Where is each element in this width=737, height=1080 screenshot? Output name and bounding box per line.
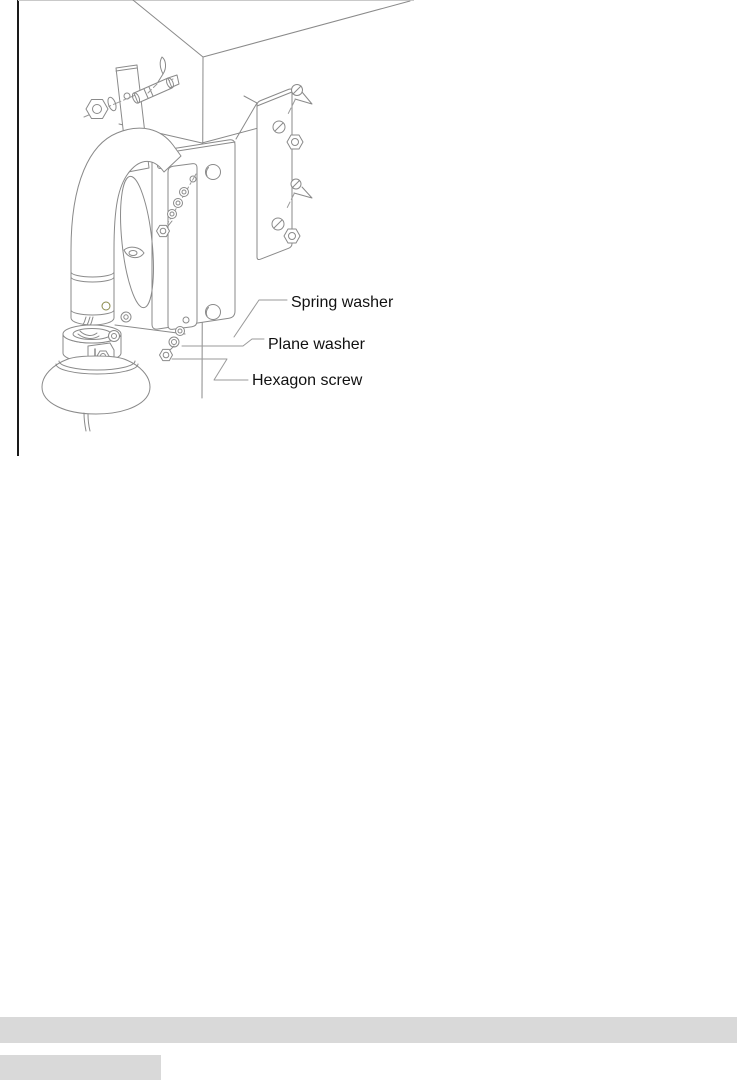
leader-plane-washer [182,339,264,346]
bell-dome [42,356,150,431]
callout-hexagon-screw: Hexagon screw [252,372,363,389]
callout-plane-washer: Plane washer [268,336,365,353]
footer-page-marker [0,1055,161,1080]
leader-hexagon-screw [172,359,248,380]
hexagon-screw-part [160,349,173,360]
installation-diagram [0,0,737,470]
spring-washer-part [176,327,185,336]
footer-divider-bar [0,1017,737,1043]
callout-spring-washer: Spring washer [291,294,394,311]
cable-below-dome [84,413,86,431]
leader-spring-washer [234,300,287,337]
